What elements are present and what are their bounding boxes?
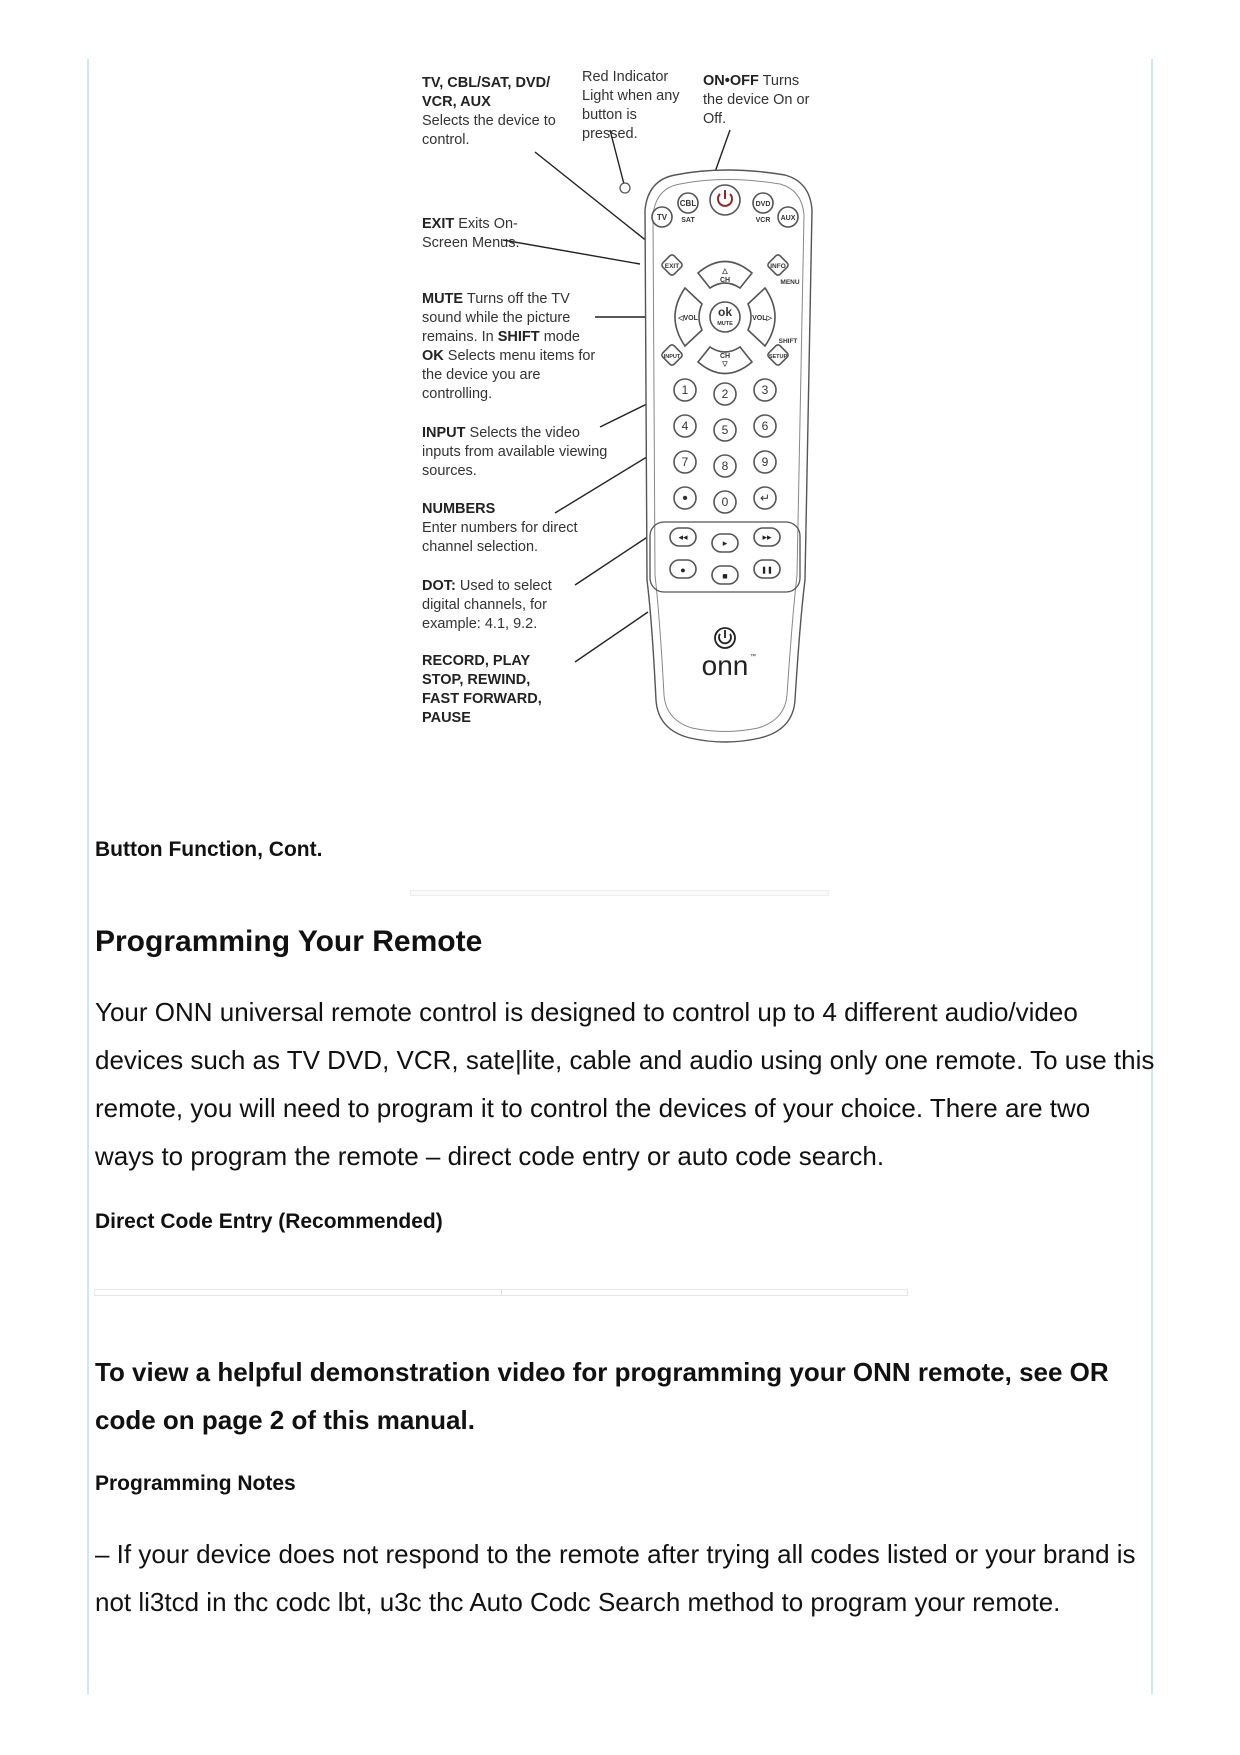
svg-text:6: 6 [761, 419, 769, 433]
label-onoff-bold: ON•OFF [703, 73, 759, 89]
label-device-bold: TV, CBL/SAT, DVD/ VCR, AUX [422, 75, 551, 110]
section-title: Programming Your Remote [95, 925, 483, 958]
svg-text:SETUP: SETUP [768, 354, 788, 360]
table-cell [501, 1290, 908, 1295]
empty-table [94, 1289, 908, 1296]
svg-text:9: 9 [761, 455, 769, 469]
label-input-text: Selects the video inputs from available viewing sources. [422, 425, 608, 479]
svg-text:CH: CH [719, 353, 731, 360]
svg-text:◁VOL: ◁VOL [678, 315, 698, 322]
label-shift-text: mode [543, 329, 580, 345]
svg-text:5: 5 [721, 423, 729, 437]
svg-text:SHIFT: SHIFT [778, 338, 798, 345]
divider-box [410, 890, 829, 896]
svg-text:■: ■ [722, 571, 728, 581]
label-ok-bold: OK [422, 348, 444, 364]
svg-text:0: 0 [721, 495, 729, 509]
label-numbers-bold: NUMBERS [422, 501, 496, 517]
svg-text:7: 7 [681, 455, 689, 469]
programming-notes-heading: Programming Notes [95, 1472, 296, 1495]
svg-text:MUTE: MUTE [717, 321, 733, 327]
brand-logo: onn [701, 650, 749, 681]
power-button [710, 185, 740, 215]
svg-text:CBL: CBL [679, 199, 697, 208]
svg-text:3: 3 [761, 383, 769, 397]
svg-text:DVD: DVD [755, 201, 771, 208]
svg-text:EXIT: EXIT [664, 263, 680, 270]
svg-text:ok: ok [717, 305, 733, 319]
figure-caption: Button Function, Cont. [95, 838, 323, 861]
svg-text:SAT: SAT [681, 217, 695, 224]
svg-text:™: ™ [750, 654, 756, 660]
svg-text:AUX: AUX [780, 215, 796, 222]
remote-illustration [400, 60, 840, 760]
svg-text:❚❚: ❚❚ [761, 567, 773, 574]
svg-text:▽: ▽ [722, 361, 728, 368]
indicator-light [620, 183, 630, 193]
remote-diagram [400, 60, 840, 760]
label-mute-text: Turns off the TV sound while the picture remains. In [422, 291, 571, 345]
video-note: To view a helpful demonstration video for programming your ONN remote, see OR code on page 2 of this manual. [95, 1357, 1109, 1435]
label-dot-text: Used to select digital channels, for example: 4.1, 9.2. [422, 578, 552, 632]
svg-text:8: 8 [721, 459, 729, 473]
label-exit-text: Exits On-Screen Menus. [422, 216, 520, 251]
svg-text:INFO: INFO [770, 263, 786, 270]
label-shift-bold: SHIFT [497, 329, 540, 345]
label-ok-text: Selects menu items for the device you are controlling. [422, 348, 596, 402]
page-border-right [1151, 59, 1153, 1694]
label-device-text: Selects the device to control. [422, 113, 556, 148]
svg-text:●: ● [680, 565, 686, 575]
intro-paragraph: Your ONN universal remote control is designed to control up to 4 different audio/video devices such as TV DVD, VCR, sate|lite, cable and audio using only one remote. To use this remote, you will need to program it to control the devices of your choice. There are two ways to program the remote – direct code entry or auto code search. [95, 997, 1155, 1171]
label-dot-bold: DOT: [422, 578, 456, 594]
svg-text:•: • [682, 490, 688, 507]
table-cell [95, 1290, 501, 1295]
label-numbers-text: Enter numbers for direct channel selection. [422, 520, 578, 555]
svg-text:↵: ↵ [759, 491, 771, 505]
label-exit-bold: EXIT [422, 216, 455, 232]
label-transport-bold: RECORD, PLAY STOP, REWIND, FAST FORWARD, PAUSE [422, 653, 542, 726]
svg-text:TV: TV [656, 213, 668, 222]
programming-notes-text: – If your device does not respond to the remote after trying all codes listed or your brand is not li3tcd in thc codc lbt, u3c thc Auto Codc Search method to program your remote. [95, 1539, 1136, 1617]
svg-text:1: 1 [681, 383, 689, 397]
svg-text:▸: ▸ [722, 538, 728, 548]
svg-text:△: △ [722, 268, 728, 275]
label-input-bold: INPUT [422, 425, 466, 441]
svg-text:◂◂: ◂◂ [678, 532, 688, 542]
svg-text:▸▸: ▸▸ [762, 532, 772, 542]
svg-text:4: 4 [681, 419, 689, 433]
direct-code-heading: Direct Code Entry (Recommended) [95, 1210, 443, 1233]
label-indicator-text: Red Indicator Light when any button is pressed. [582, 69, 680, 142]
svg-text:VCR: VCR [755, 217, 771, 224]
label-mute-bold: MUTE [422, 291, 464, 307]
label-onoff-text: Turns the device On or Off. [703, 73, 810, 127]
svg-text:CH: CH [719, 277, 731, 284]
svg-text:2: 2 [721, 387, 729, 401]
svg-text:MENU: MENU [780, 279, 800, 286]
page-border-left [87, 59, 89, 1694]
svg-text:VOL▷: VOL▷ [752, 315, 772, 322]
svg-text:INPUT: INPUT [663, 354, 681, 360]
